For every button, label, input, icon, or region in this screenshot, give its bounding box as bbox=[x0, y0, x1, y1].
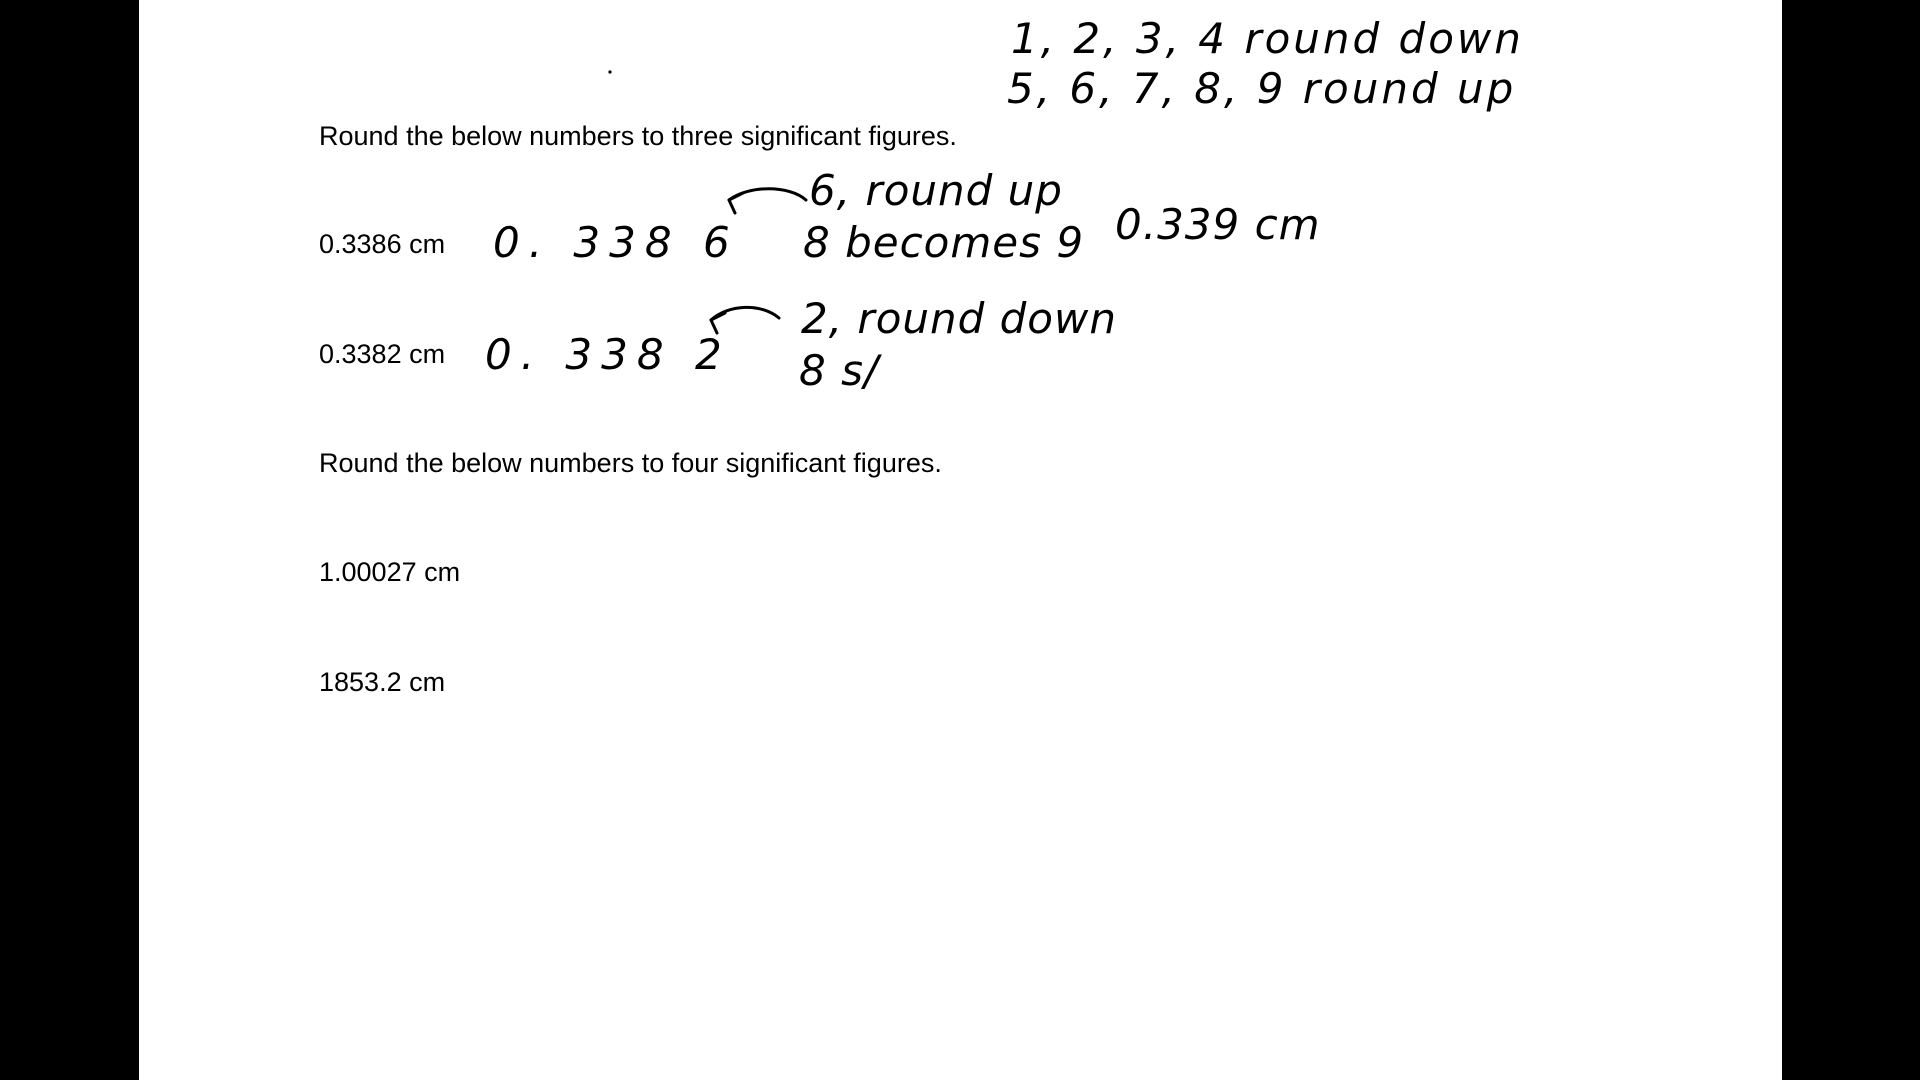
handwritten-p1-note-becomes: 8 becomes 9 bbox=[803, 218, 1085, 267]
instruction-four-sig-figs: Round the below numbers to four significant figures. bbox=[319, 448, 942, 478]
problem-2: 0.3382 cm bbox=[319, 339, 446, 369]
handwritten-p1-note-round-up: 6, round up bbox=[809, 166, 1063, 215]
arrow-p1-carry-icon bbox=[729, 189, 806, 200]
arrow-p1-head-icon bbox=[729, 193, 743, 213]
problem-4: 1853.2 cm bbox=[319, 667, 446, 697]
instruction-three-sig-figs: Round the below numbers to three significant figures. bbox=[319, 121, 957, 151]
handwritten-p2-note-stays: 8 s/ bbox=[799, 346, 880, 395]
handwritten-rule-round-down: 1, 2, 3, 4 round down bbox=[1011, 14, 1524, 63]
handwritten-p2-digits: 0. 338 2 bbox=[485, 330, 731, 379]
handwritten-p1-digits: 0. 338 6 bbox=[493, 218, 739, 267]
arrow-p2-carry-icon bbox=[711, 307, 779, 320]
handwritten-p1-answer: 0.339 cm bbox=[1115, 200, 1321, 249]
handwritten-rule-round-up: 5, 6, 7, 8, 9 round up bbox=[1007, 64, 1517, 113]
problem-3: 1.00027 cm bbox=[319, 557, 461, 587]
slide-page bbox=[139, 0, 1782, 1080]
problem-1: 0.3386 cm bbox=[319, 229, 446, 259]
stray-ink-dot bbox=[608, 70, 611, 73]
handwritten-marks bbox=[139, 0, 1782, 1080]
handwritten-p2-note-round-down: 2, round down bbox=[801, 294, 1117, 343]
